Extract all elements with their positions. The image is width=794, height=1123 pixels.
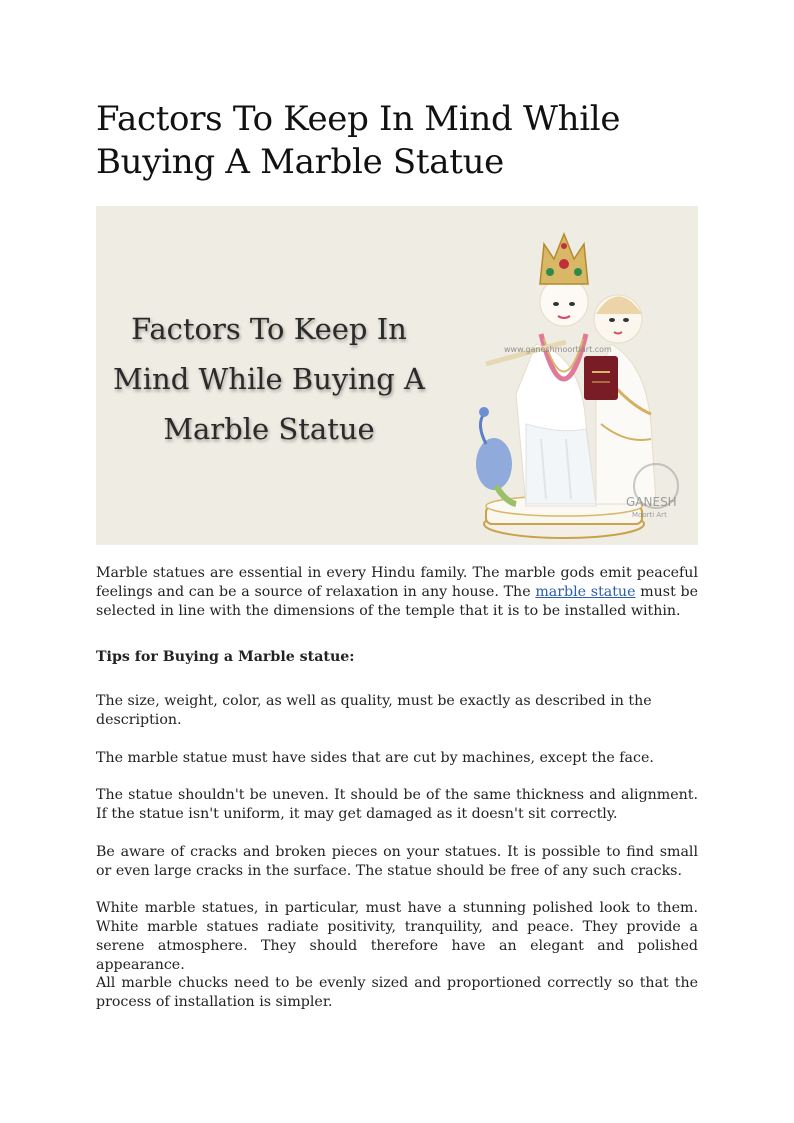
page-title: Factors To Keep In Mind While Buying A Marble Statue [96, 99, 621, 182]
hero-overlay-line: Mind While Buying A [113, 362, 425, 396]
intro-paragraph [96, 564, 698, 621]
tip-paragraph: The statue shouldn't be uneven. It should be of the same thickness and alignment. If the statue isn't uniform, it may get damaged as it doesn't sit correctly. [96, 787, 698, 822]
tip-paragraph: Be aware of cracks and broken pieces on your statues. It is possible to find small or even large cracks in the surface. The statue should be free of any such cracks. [96, 844, 698, 879]
intro-text: Marble statues are essential in every Hindu family. The marble gods emit peaceful feelings and can be a source of relaxation in any house. The [96, 565, 698, 600]
logo-subtext: Moorti Art [632, 511, 667, 519]
tip-paragraph: All marble chucks need to be evenly sized and proportioned correctly so that the process of installation is simpler. [96, 975, 698, 1010]
hero-image [96, 206, 698, 545]
hero-overlay-line: Marble Statue [163, 412, 375, 446]
tip-paragraph: White marble statues, in particular, must have a stunning polished look to them. White marble statues radiate positivity, tranquility, and peace. They provide a serene atmosphere. They should therefore have an elegant and polished appearance. [96, 900, 698, 973]
hero-overlay-line: Factors To Keep In [131, 312, 407, 346]
tip-paragraph: The size, weight, color, as well as quality, must be exactly as described in the description. [96, 693, 652, 728]
logo-text: GANESH [626, 495, 677, 509]
watermark-url: www.ganeshmoortiart.com [504, 345, 612, 354]
tip-paragraph: The marble statue must have sides that are cut by machines, except the face. [96, 750, 654, 766]
hero-overlay-text [104, 304, 434, 454]
radha-krishna-statue-illustration [446, 224, 691, 542]
intro-text-end: must be selected in line with the dimensions of the temple that it is to be installed within. [96, 584, 698, 619]
marble-statue-link[interactable]: marble statue [535, 584, 636, 600]
tips-heading: Tips for Buying a Marble statue: [96, 649, 355, 665]
